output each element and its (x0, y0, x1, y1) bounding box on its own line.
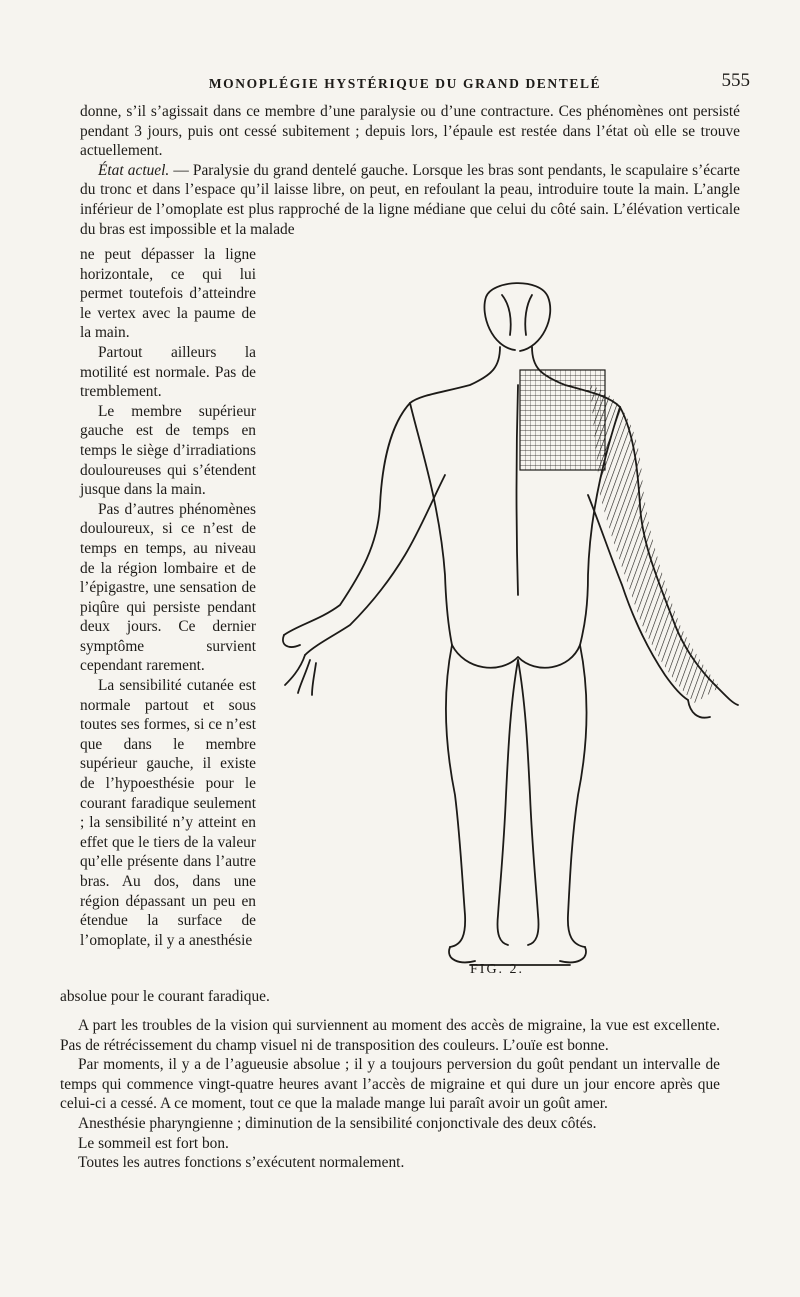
paragraph-9: Anesthésie pharyngienne ; diminution de la sensibilité conjonctivale des deux côtés. (78, 1114, 597, 1132)
paragraph-5: Pas d’autres phénomènes douloureux, si ce n’est de temps en temps, au niveau de la région lombaire et de l’épigastre, une sensation de piqûre qui persiste pendant deux jours. Ce dernier symptôme survient cependant rarement. (80, 500, 256, 675)
narrow-text-column (80, 245, 256, 950)
page-header (60, 70, 750, 96)
bottom-text-block (60, 1016, 720, 1173)
left-arm (284, 403, 410, 635)
section-label: État actuel. (98, 161, 170, 179)
paragraph-6-tail (60, 987, 360, 1007)
anatomical-figure (270, 275, 770, 985)
paragraph-1: donne, s’il s’agissait dans ce membre d’une paralysie ou d’une contracture. Ces phénomènes ont persisté pendant 3 jours, puis ont cessé subitement ; depuis lors, l’épaule est restée dans l’état où elle se trouve actuellement. (80, 103, 740, 160)
paragraph-8: Par moments, il y a de l’agueusie absolue ; il y a toujours perversion du goût pendant un intervalle de temps qui commence vingt-quatre heures avant l’accès de migraine et qui dure un jour encore après que celui-ci a cessé. A ce moment, tout ce que la malade mange lui paraît avoir un goût amer. (60, 1056, 720, 1113)
torso-left (410, 403, 452, 645)
buttocks (452, 645, 580, 668)
scapula-anesthesia-region (520, 370, 605, 470)
paragraph-6: La sensibilité cutanée est normale partout et sous toutes ses formes, si ce n’est que dans le membre supérieur gauche, il existe de l’hypoesthésie pour le courant faradique seulement ; la sensibilité n’y atteint en effet que le tiers de la valeur qu’elle présente dans l’autre bras. Au dos, dans une région dépassant un peu en étendue la surface de l’omoplate, il y a anesthésie (80, 677, 256, 949)
paragraph-2-text: — Paralysie du grand dentelé gauche. Lorsque les bras sont pendants, le scapulaire s’écarte du tronc et dans l’espace qu’il laisse libre, on peut, en refoulant la peau, introduire toute la main. L’angle inférieur de l’omoplate est plus rapproché de la ligne médiane que celui du côté sain. L’élévation verticale du bras est impossible et la malade (80, 161, 740, 238)
paragraph-3: Partout ailleurs la motilité est normale. Pas de tremblement. (80, 343, 256, 401)
paragraph-4: Le membre supérieur gauche est de temps en temps le siège d’irradiations douloureuses qui s’étendent jusque dans la main. (80, 402, 256, 499)
paragraph-6-continued: absolue pour le courant faradique. (60, 988, 270, 1005)
paragraph-2-continued: ne peut dépasser la ligne horizontale, ce qui lui permet toutefois d’atteindre le vertex avec la paume de la main. (80, 246, 256, 342)
top-text-block (80, 102, 740, 239)
paragraph-11: Toutes les autres fonctions s’exécutent normalement. (78, 1154, 405, 1172)
paragraph-etat-actuel (80, 161, 740, 239)
figure-illustration (270, 275, 770, 985)
page-number: 555 (721, 70, 750, 91)
paragraph-10: Le sommeil est fort bon. (78, 1134, 229, 1152)
running-title: MONOPLÉGIE HYSTÉRIQUE DU GRAND DENTELÉ (208, 76, 602, 91)
paragraph-7: A part les troubles de la vision qui surviennent au moment des accès de migraine, la vue est excellente. Pas de rétrécissement du champ visuel ni de transposition des couleurs. L’ouïe est bonne. (60, 1017, 720, 1054)
head (484, 283, 550, 351)
arm-hypoesthesia-region (590, 385, 720, 703)
figure-caption: FIG. 2. (470, 962, 525, 977)
